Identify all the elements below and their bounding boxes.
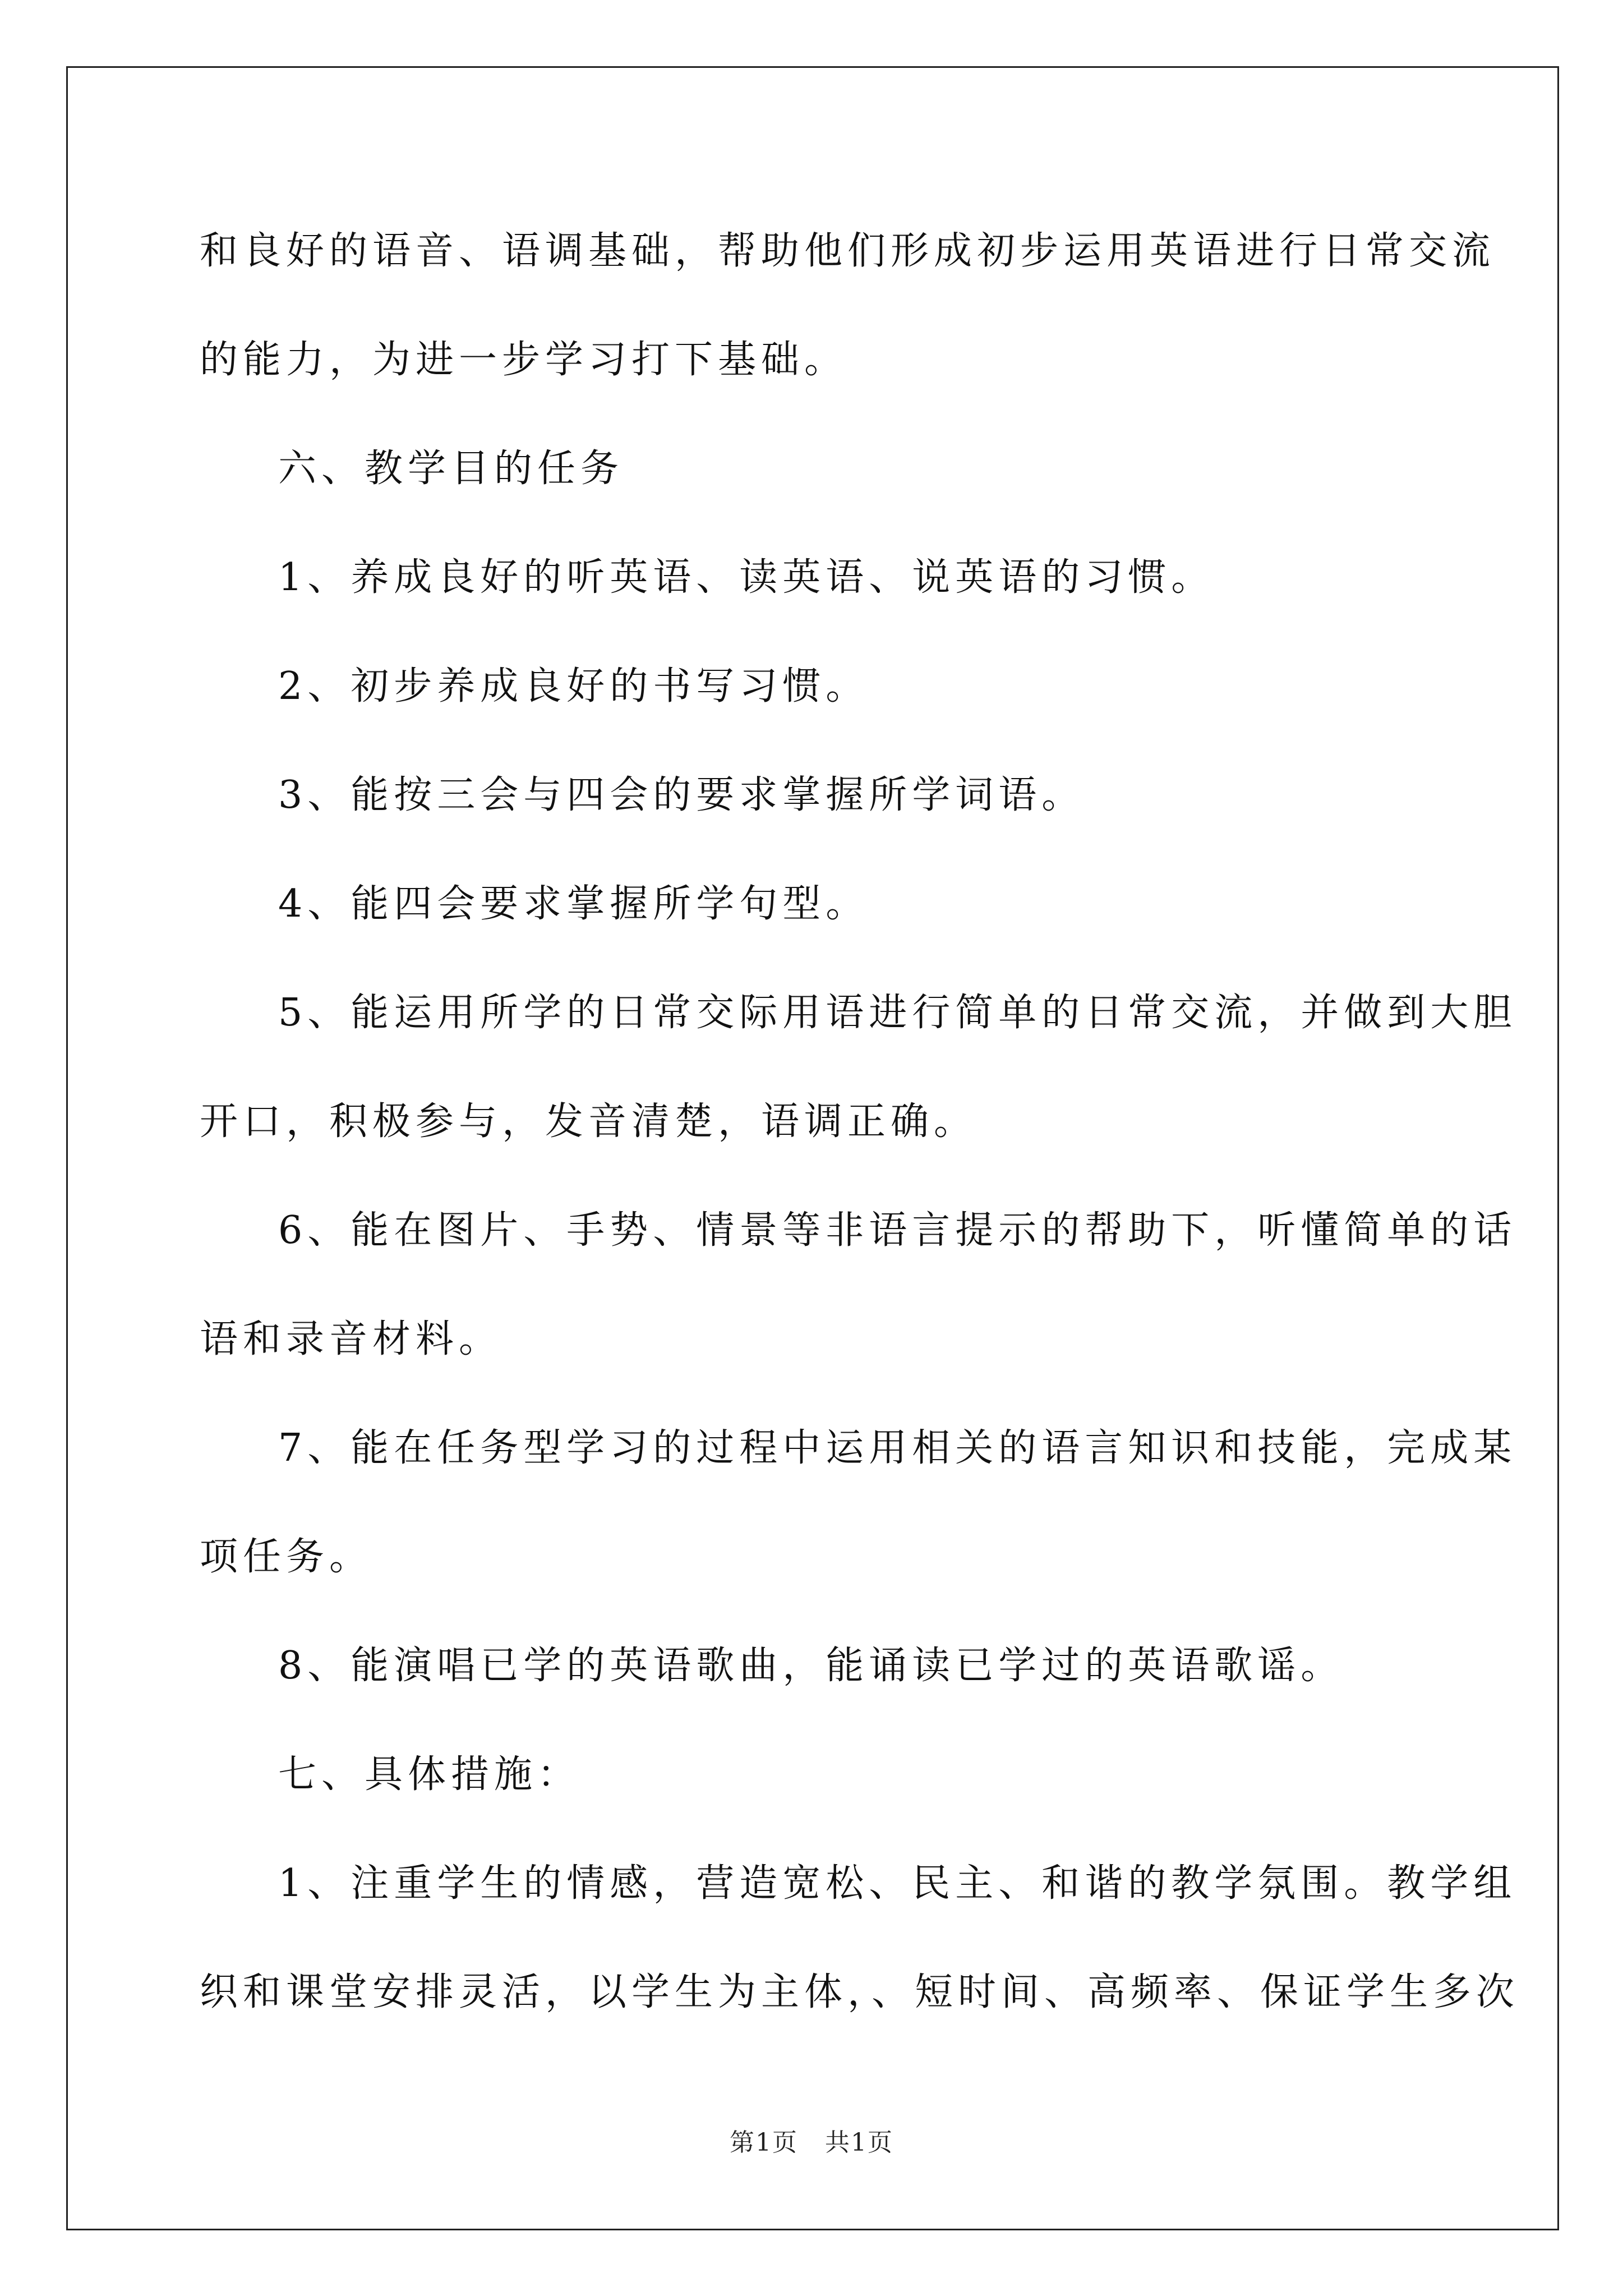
paragraph-line: 的能力，为进一步学习打下基础。 [200, 338, 848, 382]
list-item-continuation: 织和课堂安排灵活，以学生为主体，、短时间、高频率、保证学生多次 [200, 1970, 1520, 2014]
page-number: 第1页 [730, 2128, 798, 2157]
list-item: 3、能按三会与四会的要求掌握所学词语。 [278, 773, 1085, 817]
list-item: 8、能演唱已学的英语歌曲，能诵读已学过的英语歌谣。 [278, 1644, 1344, 1688]
paragraph-line: 和良好的语音、语调基础，帮助他们形成初步运用英语进行日常交流 [200, 229, 1496, 273]
section-heading: 六、教学目的任务 [278, 447, 624, 491]
list-item: 1、注重学生的情感，营造宽松、民主、和谐的教学氛围。教学组 [278, 1861, 1517, 1906]
document-body [200, 212, 1520, 2062]
page-footer [0, 2126, 1623, 2160]
list-item-continuation: 开口，积极参与，发音清楚，语调正确。 [200, 1099, 978, 1144]
section-heading: 七、具体措施： [278, 1752, 581, 1797]
list-item: 7、能在任务型学习的过程中运用相关的语言知识和技能，完成某 [278, 1426, 1517, 1470]
list-item: 4、能四会要求掌握所学句型。 [278, 882, 869, 926]
list-item: 6、能在图片、手势、情景等非语言提示的帮助下，听懂简单的话 [278, 1208, 1517, 1253]
list-item: 1、养成良好的听英语、读英语、说英语的习惯。 [278, 555, 1215, 600]
list-item: 2、初步养成良好的书写习惯。 [278, 664, 869, 708]
list-item: 5、能运用所学的日常交际用语进行简单的日常交流，并做到大胆 [278, 991, 1517, 1035]
list-item-continuation: 语和录音材料。 [200, 1317, 502, 1361]
total-pages: 共1页 [825, 2128, 893, 2157]
list-item-continuation: 项任务。 [200, 1535, 373, 1579]
